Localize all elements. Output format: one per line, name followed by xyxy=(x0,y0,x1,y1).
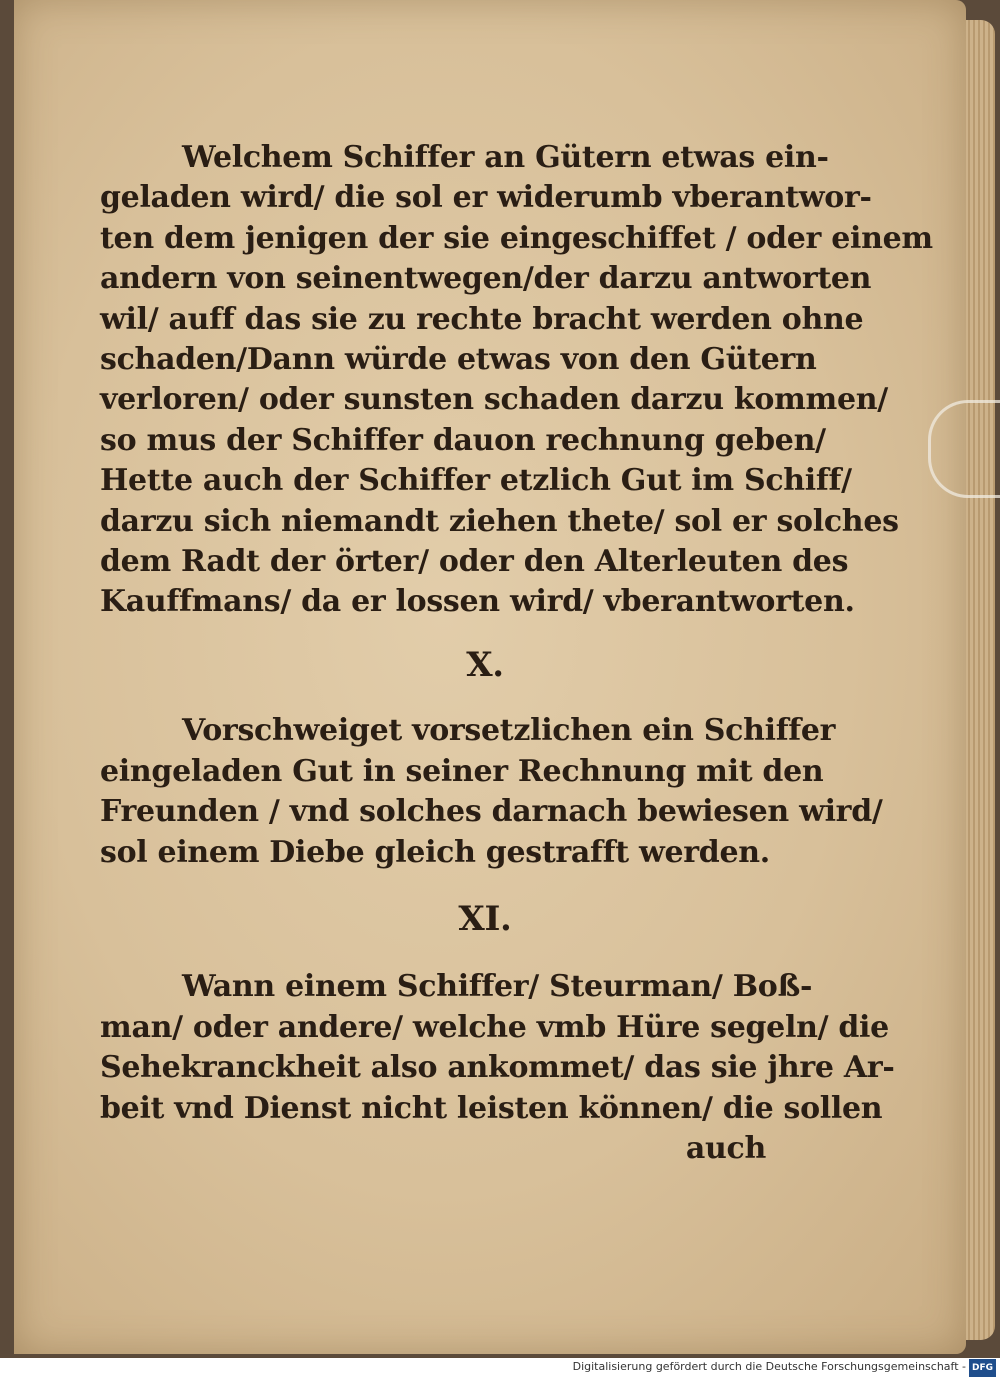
section-heading-x: X. xyxy=(466,644,504,685)
dfg-logo: DFG xyxy=(969,1359,996,1377)
page-text xyxy=(100,138,933,1169)
section-heading-xi: XI. xyxy=(458,898,512,939)
text-line: andern von seinentwegen/der darzu antworten xyxy=(100,261,872,297)
text-line: darzu sich niemandt ziehen thete/ sol er solches xyxy=(100,503,899,539)
text-line: Hette auch der Schiffer etzlich Gut im Schiff/ xyxy=(100,463,852,499)
text-line: so mus der Schiffer dauon rechnung geben/ xyxy=(100,422,826,458)
text-line: Freunden / vnd solches darnach bewiesen wird/ xyxy=(100,794,883,830)
catchword: auch xyxy=(685,1130,766,1166)
text-line: eingeladen Gut in seiner Rechnung mit den xyxy=(100,753,824,789)
text-line: schaden/Dann würde etwas von den Gütern xyxy=(100,342,817,378)
footer-text: Digitalisierung gefördert durch die Deutsche Forschungsgemeinschaft - xyxy=(572,1360,966,1373)
text-line: Wann einem Schiffer/ Steurman/ Boß- xyxy=(182,969,813,1005)
text-line: geladen wird/ die sol er widerumb vberantwor- xyxy=(100,180,872,216)
text-line: sol einem Diebe gleich gestrafft werden. xyxy=(100,834,770,870)
text-line: Welchem Schiffer an Gütern etwas ein- xyxy=(182,140,829,175)
text-line: wil/ auff das sie zu rechte bracht werden ohne xyxy=(100,301,864,337)
digitization-footer xyxy=(0,1358,1000,1376)
text-line: verloren/ oder sunsten schaden darzu kommen/ xyxy=(100,382,888,418)
text-line: Sehekranckheit also ankommet/ das sie jhre Ar- xyxy=(100,1050,895,1086)
text-line: dem Radt der örter/ oder den Alterleuten des xyxy=(100,544,849,580)
text-line: man/ oder andere/ welche vmb Hüre segeln/ die xyxy=(100,1009,889,1045)
page-clip xyxy=(928,400,1000,498)
text-line: Kauffmans/ da er lossen wird/ vberantworten. xyxy=(100,584,855,620)
text-line: Vorschweiget vorsetzlichen ein Schiffer xyxy=(182,713,836,749)
text-line: ten dem jenigen der sie eingeschiffet / oder einem xyxy=(100,220,933,256)
text-line: beit vnd Dienst nicht leisten können/ die sollen xyxy=(100,1090,883,1126)
